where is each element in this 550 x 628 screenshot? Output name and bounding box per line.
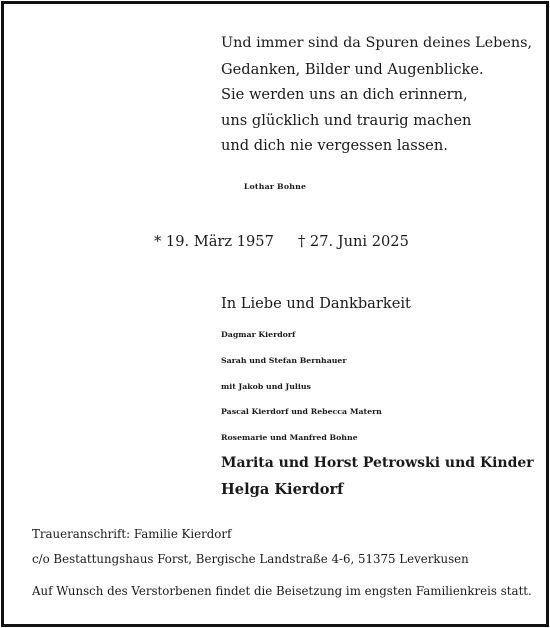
mourners-intro: In Liebe und Dankbarkeit (221, 295, 411, 312)
mourner-name: Marita und Horst Petrowski und Kinder (221, 454, 534, 471)
poem-line: Sie werden uns an dich erinnern, (221, 86, 468, 103)
mourner-name: Sarah und Stefan Bernhauer (221, 355, 347, 365)
poem-line: und dich nie vergessen lassen. (221, 137, 448, 154)
mourning-address-line-1: Traueranschrift: Familie Kierdorf (32, 527, 232, 541)
death-date: † 27. Juni 2025 (298, 233, 409, 250)
mourners-list (221, 322, 534, 503)
birth-date: * 19. März 1957 (154, 233, 274, 250)
mourner-name: Rosemarie und Manfred Bohne (221, 433, 358, 443)
burial-note: Auf Wunsch des Verstorbenen findet die Beisetzung im engsten Familienkreis statt. (32, 584, 532, 598)
mourner-name: Dagmar Kierdorf (221, 330, 296, 339)
poem-line: Gedanken, Bilder und Augenblicke. (221, 60, 484, 78)
memorial-poem (221, 31, 532, 159)
poem-line: Und immer sind da Spuren deines Lebens, (221, 35, 533, 51)
mourning-address-line-2: c/o Bestattungshaus Forst, Bergische Landstraße 4-6, 51375 Leverkusen (32, 552, 469, 566)
deceased-name: Lothar Bohne (243, 182, 307, 191)
mourner-name: mit Jakob und Julius (221, 381, 311, 391)
mourner-name: Helga Kierdorf (221, 480, 344, 498)
poem-line: uns glücklich und traurig machen (221, 111, 472, 129)
mourner-name: Pascal Kierdorf und Rebecca Matern (221, 407, 382, 417)
